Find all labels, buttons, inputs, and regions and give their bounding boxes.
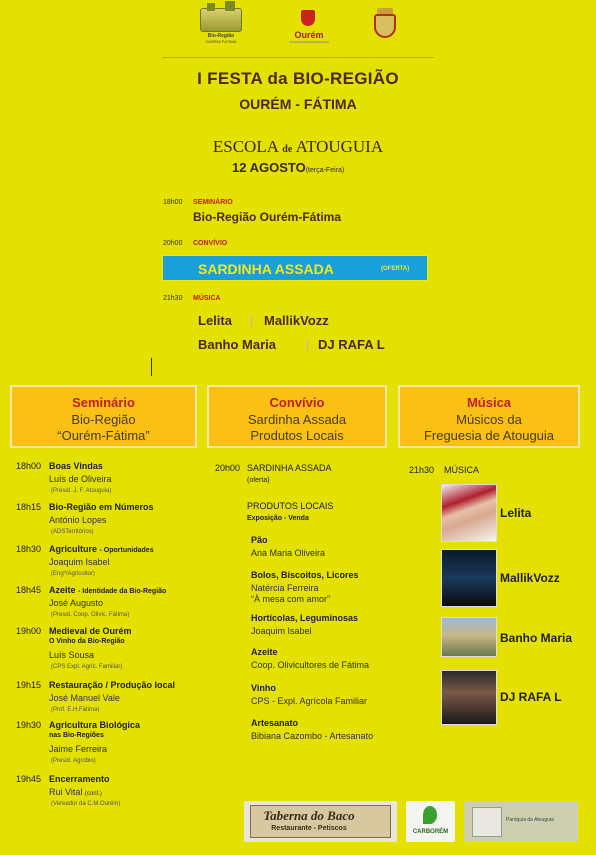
speaker-affiliation: (Engº/Agricultor) <box>51 571 95 577</box>
paroquia-name: Paróquia da Atouguia <box>506 817 554 823</box>
convivio-col-oferta: (oferta) <box>247 477 270 484</box>
seminar-time: 19h30 <box>16 720 42 730</box>
produto-category: Vinho <box>251 683 276 693</box>
convivio-col-time: 20h00 <box>215 463 241 473</box>
lelita-photo <box>441 484 497 542</box>
speaker-name <box>49 744 107 754</box>
sardinha-banner <box>162 255 428 281</box>
ourem-logo-text: Ourém <box>294 30 324 40</box>
speaker-affiliation: (Prof. E.H.Fátima) <box>51 707 100 713</box>
venue-post: ATOUGUIA <box>295 137 384 156</box>
crest-icon <box>374 14 396 38</box>
music-artist-3: Banho Maria <box>198 337 277 352</box>
speaker-name <box>49 515 107 525</box>
music-artist-2: MallikVozz <box>264 313 329 328</box>
dj-rafa-photo <box>441 670 497 725</box>
sardinha-text: SARDINHA ASSADA <box>198 261 334 277</box>
speaker-affiliation: (Presid. J. F. Atouguia) <box>51 488 112 494</box>
artist-banho-maria: Banho Maria <box>500 631 573 645</box>
convivio-time: 20h00 <box>163 240 183 247</box>
speaker-name-text: José Manuel Vale <box>49 693 120 703</box>
leaf-icon <box>423 806 437 824</box>
seminar-time: 18h15 <box>16 502 42 512</box>
seminar-title <box>49 774 110 784</box>
seminar-title <box>49 720 140 730</box>
music-artist-4: DJ RAFA L <box>318 337 385 352</box>
box-line: Freguesia de Atouguia <box>423 428 555 443</box>
box-title: Música <box>466 395 512 410</box>
seminar-title <box>49 680 175 690</box>
seminar-title <box>49 626 132 636</box>
produto-vendor: CPS - Expl. Agrícola Familiar <box>251 696 368 706</box>
seminar-title-text: Bio-Região em Números <box>49 502 154 512</box>
produto-category: Bolos, Biscoitos, Licores <box>251 570 359 580</box>
box-line: “Ourém-Fátima” <box>57 428 150 443</box>
speaker-name <box>49 693 120 703</box>
seminar-title-text: Azeite <box>49 585 76 595</box>
speaker-affiliation: (Presid. Agrobio) <box>51 758 96 764</box>
artist-dj-rafa: DJ RAFA L <box>500 690 562 704</box>
speaker-name <box>49 650 94 660</box>
banho-maria-photo <box>441 617 497 657</box>
seminar-title <box>49 585 166 595</box>
produto-vendor: Joaquim Isabel <box>251 626 312 636</box>
seminario-event: Bio-Região Ourém-Fátima <box>193 210 342 224</box>
page-subtitle: OURÉM - FÁTIMA <box>239 96 357 112</box>
convivio-box <box>207 385 387 448</box>
box-line: Sardinha Assada <box>247 412 347 427</box>
page-title: I FESTA da BIO-REGIÃO <box>197 69 399 88</box>
seminar-time: 19h00 <box>16 626 42 636</box>
produto-vendor: Coop. Olivicultores de Fátima <box>251 660 370 670</box>
shield-icon <box>301 10 315 26</box>
produtos-title: PRODUTOS LOCAIS <box>247 501 334 511</box>
box-title: Convívio <box>269 395 325 410</box>
seminar-title-text: Boas Vindas <box>49 461 103 471</box>
seminario-label: SEMINÁRIO <box>193 199 233 206</box>
convivio-col-title: SARDINHA ASSADA <box>247 463 332 473</box>
seminar-title-text: Medieval de Ourém <box>49 626 132 636</box>
produto-category: Azeite <box>251 647 278 657</box>
artist-mallikvozz: MallikVozz <box>500 571 560 585</box>
speaker-name-text: Luís Sousa <box>49 650 95 660</box>
convivio-label: CONVÍVIO <box>193 240 228 247</box>
produto-vendor: Ana Maria Oliveira <box>251 548 326 558</box>
musica-label: MÚSICA <box>193 295 221 302</box>
speaker-affiliation: (Vereador da C.M.Ourém) <box>51 801 121 807</box>
speaker-name <box>49 557 110 567</box>
speaker-name-text: Luís de Oliveira <box>49 474 112 484</box>
seminar-time: 19h45 <box>16 774 42 784</box>
taberna-sub: Restaurante - Petiscos <box>271 825 347 832</box>
speaker-affiliation: (ADSTerritórios) <box>51 529 94 535</box>
musica-box <box>398 385 580 448</box>
seminario-time: 18h00 <box>163 199 183 206</box>
seminario-box <box>10 385 197 448</box>
seminar-title-line2: nas Bio-Regiões <box>49 732 104 739</box>
seminar-title <box>49 461 103 471</box>
speaker-name-text: Jaime Ferreira <box>49 744 108 754</box>
box-line: Bio-Região <box>71 412 136 427</box>
produto-vendor: Bibiana Cazombo - Artesanato <box>251 731 374 741</box>
produto-category: Hortícolas, Leguminosas <box>251 613 359 623</box>
box-title: Seminário <box>72 395 135 410</box>
seminar-title-text: Encerramento <box>49 774 110 784</box>
musica-time: 21h30 <box>163 295 183 302</box>
music-artist-1: Lelita <box>198 313 232 328</box>
bio-regiao-logo-sub: OURÉM·FÁTIMA <box>205 39 237 44</box>
castle-icon <box>200 8 242 32</box>
seminar-time: 18h30 <box>16 544 42 554</box>
event-date <box>232 160 344 175</box>
speaker-affiliation: (CPS Expl. Agríc. Familiar) <box>51 664 123 670</box>
produto-category: Artesanato <box>251 718 299 728</box>
carborem-name: CARBORÉM <box>412 829 449 835</box>
musica-col-time: 21h30 <box>409 465 435 475</box>
seminar-title <box>49 502 154 512</box>
seminar-title-small: - Oportunidades <box>99 547 154 554</box>
carborem-logo <box>406 801 455 842</box>
box-line: Músicos da <box>456 412 522 427</box>
date-text: 12 AGOSTO <box>232 160 306 175</box>
speaker-name <box>49 787 102 797</box>
paroquia-logo <box>464 801 578 842</box>
taberna-name: Taberna do Baco <box>263 808 355 823</box>
ourem-logo <box>289 6 329 46</box>
mallikvozz-photo <box>441 549 497 607</box>
produto-vendor: “À mesa com amor” <box>251 594 331 604</box>
seminar-time: 18h45 <box>16 585 42 595</box>
seminar-time: 18h00 <box>16 461 42 471</box>
artist-lelita: Lelita <box>500 506 532 520</box>
speaker-name <box>49 598 103 608</box>
oferta-text: (OFERTA) <box>381 266 410 272</box>
speaker-name-note: (conf.) <box>84 791 102 797</box>
seminar-title-small: - Identidade da Bio-Região <box>78 588 167 595</box>
speaker-affiliation: (Presid. Coop. Olivic. Fátima) <box>51 612 130 618</box>
speaker-name-text: Joaquim Isabel <box>49 557 110 567</box>
seminar-time: 19h15 <box>16 680 42 690</box>
seminar-title-text: Agriculture <box>49 544 98 554</box>
box-line: Produtos Locais <box>250 428 344 443</box>
produtos-expo: Exposição - Venda <box>247 515 309 522</box>
produto-vendor: Natércia Ferreira <box>251 583 319 593</box>
parish-crest-logo <box>372 6 398 46</box>
speaker-name-text: Rui Vital <box>49 787 83 797</box>
speaker-name-text: António Lopes <box>49 515 107 525</box>
bio-regiao-logo-title: Bio-Região <box>207 33 235 39</box>
church-icon <box>472 807 502 837</box>
venue-de: de <box>282 144 293 155</box>
seminar-title-text: Agricultura Biológica <box>49 720 141 730</box>
venue <box>0 137 596 157</box>
speaker-name-text: José Augusto <box>49 598 104 608</box>
seminar-title <box>49 544 154 554</box>
seminar-title-line2: O Vinho da Bio-Região <box>49 638 125 645</box>
musica-col-title: MÚSICA <box>444 465 480 475</box>
header-divider <box>162 57 434 58</box>
produto-category: Pão <box>251 535 268 545</box>
seminar-title-text: Restauração / Produção local <box>49 680 176 690</box>
bio-regiao-logo <box>196 6 246 46</box>
venue-pre: ESCOLA <box>212 137 279 156</box>
taberna-logo <box>244 801 397 842</box>
speaker-name <box>49 474 112 484</box>
weekday: (terça-Feira) <box>305 167 345 174</box>
